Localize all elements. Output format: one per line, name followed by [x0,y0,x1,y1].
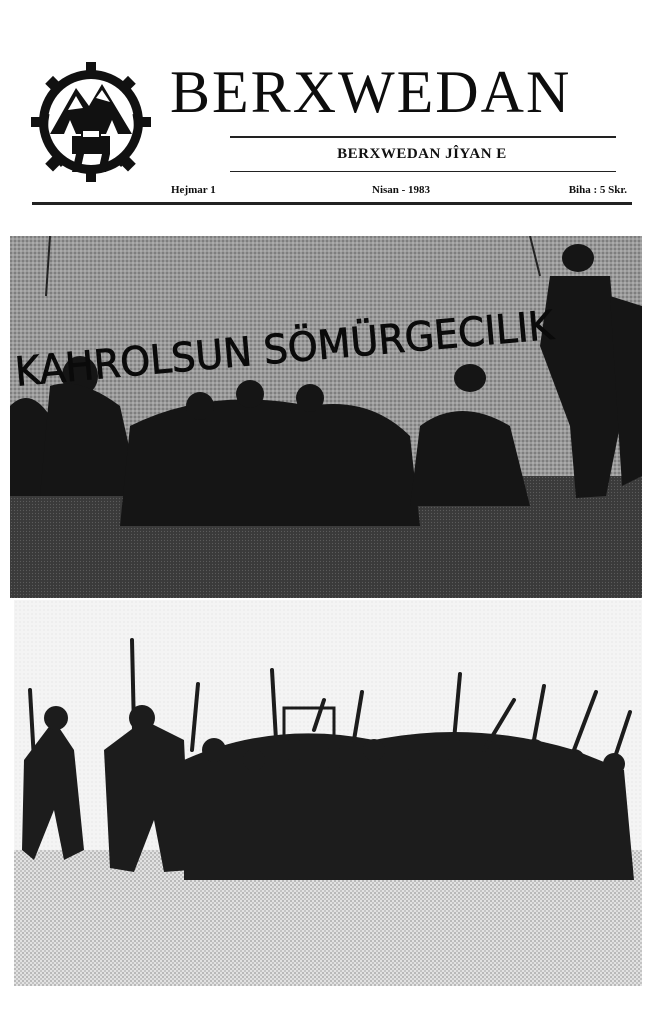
issue-number: Hejmar 1 [171,184,216,196]
masthead-subtitle: BERXWEDAN JÎYAN E [337,146,507,162]
emblem-logo [26,54,156,184]
photo-wall-slogan [10,236,642,598]
issue-price: Biha : 5 Skr. [568,184,627,196]
wall-scene-image [10,236,642,598]
issue-date: Nisan - 1983 [372,184,431,196]
wall-slogan-text: KAHROLSUN SÖMÜRGECILIK [13,300,582,396]
photo-fighters-group [14,600,642,986]
masthead-title: BERXWEDAN [170,59,572,125]
fighters-scene-image [14,600,642,986]
rule-lower [230,171,616,172]
emblem-gear-icon [26,54,156,184]
rule-upper [230,136,616,138]
header-divider [32,202,632,205]
